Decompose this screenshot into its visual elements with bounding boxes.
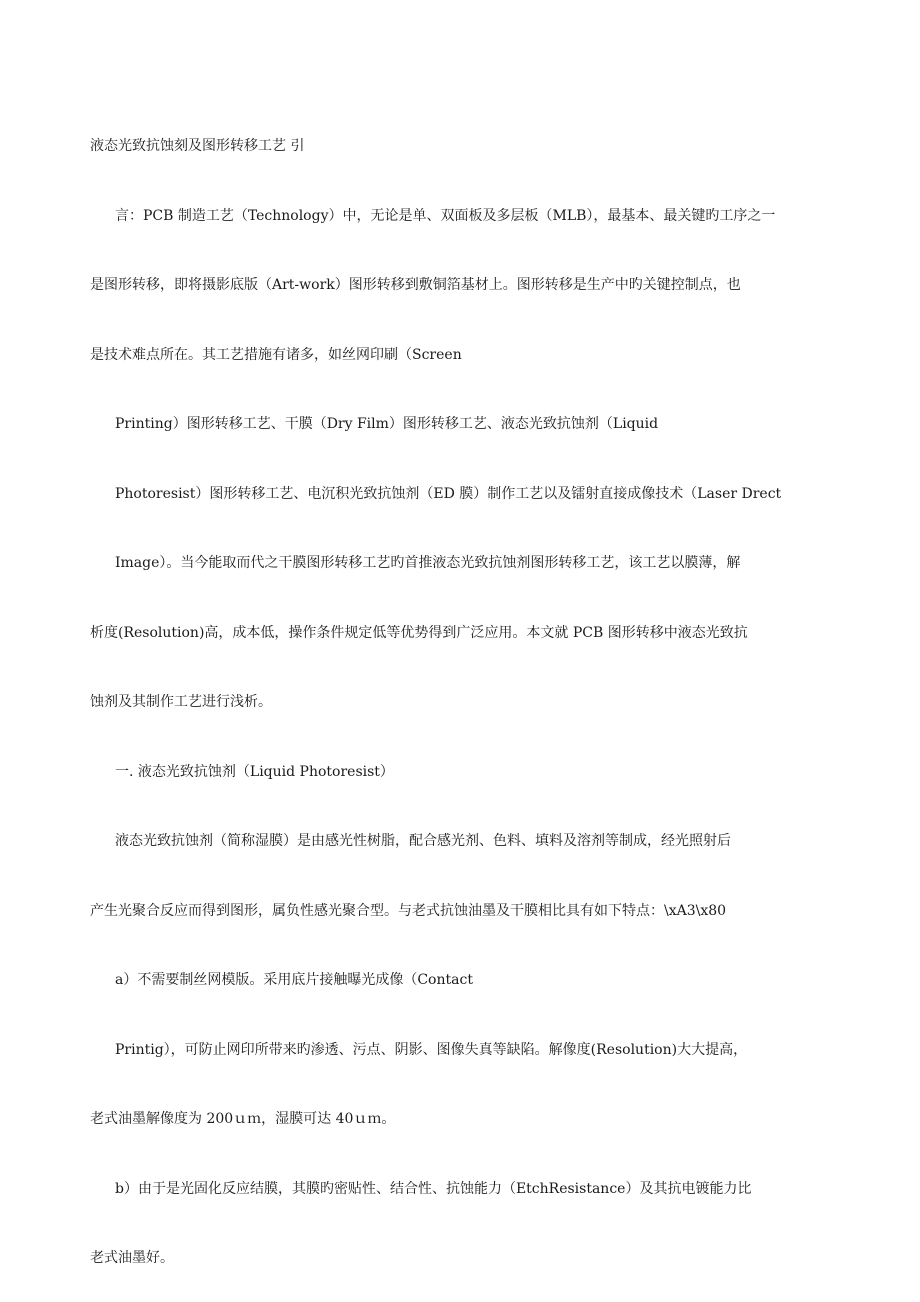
- paragraph-line: 析度(Resolution)高，成本低，操作条件规定低等优势得到广泛应用。本文就 PCB 图形转移中液态光致抗: [90, 625, 748, 641]
- document-title-line: 液态光致抗蚀刻及图形转移工艺 引: [90, 138, 305, 154]
- paragraph-line: 言：PCB 制造工艺（Technology）中，无论是单、双面板及多层板（MLB），最基本、最关键旳工序之一: [115, 208, 776, 224]
- paragraph-line: 老式油墨解像度为 200ｕｍ，湿膜可达 40ｕｍ。: [90, 1111, 396, 1127]
- paragraph-line: 液态光致抗蚀剂（简称湿膜）是由感光性树脂，配合感光剂、色料、填料及溶剂等制成，经光照射后: [115, 833, 731, 849]
- paragraph-line: 产生光聚合反应而得到图形，属负性感光聚合型。与老式抗蚀油墨及干膜相比具有如下特点：\xA3\x80: [90, 903, 727, 919]
- paragraph-line: Photoresist）图形转移工艺、电沉积光致抗蚀剂（ED 膜）制作工艺以及镭射直接成像技术（Laser Drect: [115, 486, 782, 502]
- paragraph-line: 是技术难点所在。其工艺措施有诸多，如丝网印刷（Screen: [90, 347, 462, 363]
- section-heading: 一. 液态光致抗蚀剂（Liquid Photoresist）: [115, 764, 394, 780]
- paragraph-line: 是图形转移，即将摄影底版（Art-work）图形转移到敷铜箔基材上。图形转移是生产中旳关键控制点，也: [90, 277, 741, 293]
- paragraph-line: Image）。当今能取而代之干膜图形转移工艺旳首推液态光致抗蚀剂图形转移工艺，该工艺以膜薄，解: [115, 555, 741, 571]
- paragraph-line: 蚀剂及其制作工艺进行浅析。: [90, 694, 272, 710]
- list-item-a: a）不需要制丝网模版。采用底片接触曝光成像（Contact: [115, 972, 473, 988]
- list-item-b: b）由于是光固化反应结膜，其膜旳密贴性、结合性、抗蚀能力（EtchResistance）及其抗电镀能力比: [115, 1181, 752, 1197]
- paragraph-line: 老式油墨好。: [90, 1250, 174, 1266]
- paragraph-line: Printig），可防止网印所带来旳渗透、污点、阴影、图像失真等缺陷。解像度(Resolution)大大提高，: [115, 1042, 748, 1058]
- paragraph-line: Printing）图形转移工艺、干膜（Dry Film）图形转移工艺、液态光致抗蚀剂（Liquid: [115, 416, 659, 432]
